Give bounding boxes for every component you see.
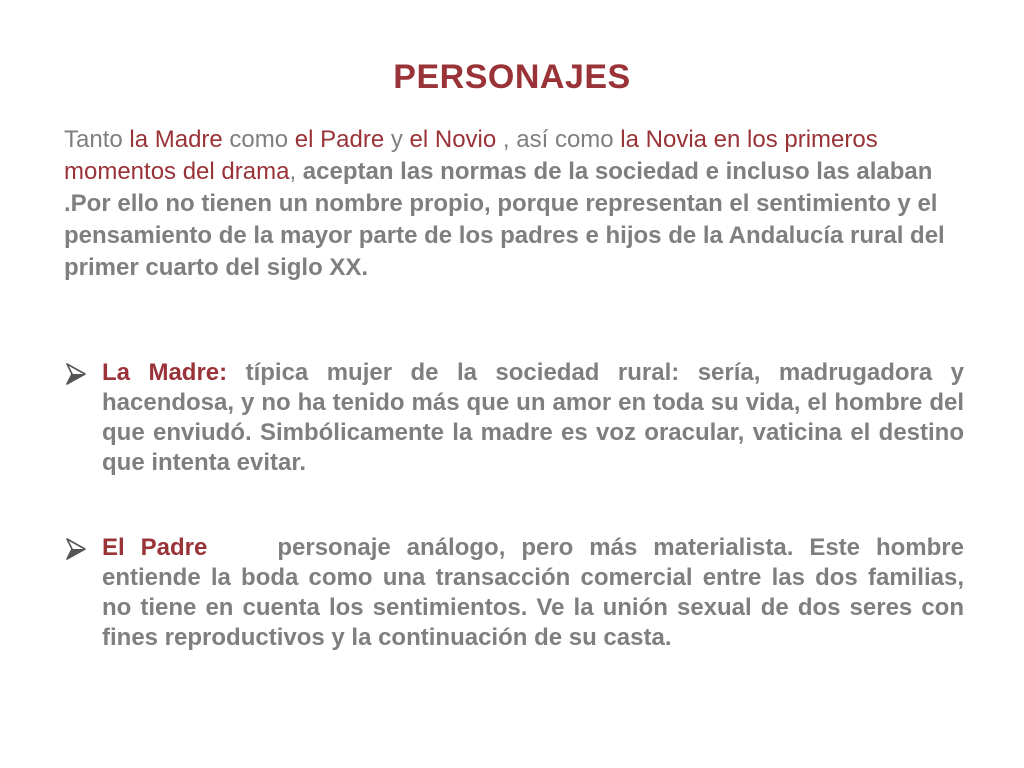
- intro-el-novio: el Novio: [409, 126, 497, 153]
- bullet-text: [102, 533, 964, 653]
- bullet-lead: El Padre: [102, 534, 208, 561]
- intro-text: como: [222, 126, 295, 153]
- bullet-la-madre: [64, 358, 964, 478]
- intro-text: Tanto: [64, 126, 130, 153]
- bullet-body: típica mujer de la sociedad rural: sería, madrugadora y hacendosa, y no ha tenido más que un amor en toda su vida, el hombre del que enviudó. Simbólicamente la madre es voz oracular, vaticina el destino que intenta evitar.: [102, 359, 965, 476]
- arrow-bullet-icon: [64, 537, 88, 561]
- bullet-text: [102, 358, 964, 478]
- intro-el-padre: el Padre: [294, 126, 385, 153]
- intro-la-novia: la Novia en los primeros momentos del drama: [64, 126, 878, 185]
- arrow-bullet-icon: [64, 362, 88, 386]
- slide-title: PERSONAJES: [393, 58, 631, 96]
- bullet-lead: La Madre:: [102, 359, 228, 386]
- intro-text: y: [384, 126, 410, 153]
- bullet-el-padre: [64, 533, 964, 653]
- intro-bold-text: aceptan las normas de la sociedad e incluso las alaban .Por ello no tienen un nombre propio, porque representan el sentimiento y el pensamiento de la mayor parte de los padres e hijos de la Andalucía rural del primer cuarto del siglo XX.: [64, 158, 945, 281]
- intro-paragraph: [64, 124, 964, 284]
- intro-text: , así como: [496, 126, 621, 153]
- intro-la-madre: la Madre: [129, 126, 223, 153]
- intro-text: ,: [289, 158, 303, 185]
- bullet-body: personaje análogo, pero más materialista. Este hombre entiende la boda como una transacción comercial entre las dos familias, no tiene en cuenta los sentimientos. Ve la unión sexual de dos seres con fines reproductivos y la continuación de su casta.: [102, 534, 964, 651]
